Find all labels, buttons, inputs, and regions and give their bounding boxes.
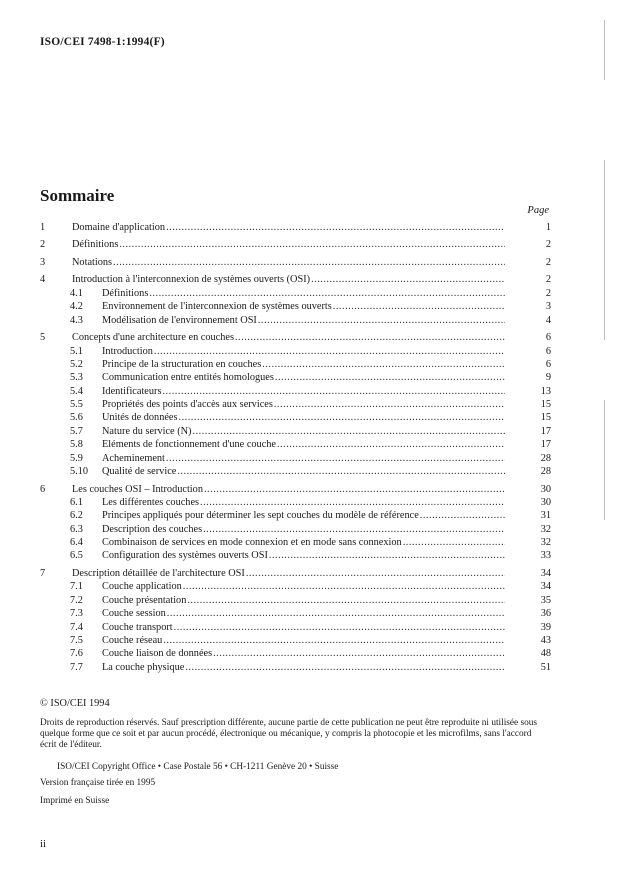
toc-entry (40, 580, 551, 593)
toc-entry-number: 5.5 (70, 399, 83, 411)
toc-entry-page: 15 (540, 412, 551, 424)
toc-entry-page: 28 (540, 452, 551, 464)
toc-entry-number: 5.9 (70, 452, 83, 464)
toc-entry-page: 3 (545, 301, 551, 313)
toc-entry-number: 5.4 (70, 385, 83, 397)
toc-entry-number: 6.3 (70, 523, 83, 535)
page-title: Sommaire (40, 186, 115, 205)
toc-entry-label: Combinaison de services en mode connexion et en mode sans connexion (102, 537, 402, 549)
toc-entry-number: 5.1 (70, 345, 83, 357)
toc-entry-number: 7.7 (70, 661, 83, 673)
dot-leader (258, 314, 505, 327)
toc-entry-page: 6 (545, 332, 551, 344)
toc-entry (40, 314, 551, 327)
toc-entry-label: Couche liaison de données (102, 648, 213, 660)
page-number: ii (40, 838, 47, 850)
version-note: Version française tirée en 1995 (40, 778, 156, 788)
toc-entry-label: Acheminement (102, 452, 165, 464)
toc-entry-label: Définitions (102, 287, 149, 299)
toc-entry-page: 28 (540, 466, 551, 478)
page-column-label: Page (527, 205, 549, 216)
toc-entry-number: 7 (40, 567, 46, 579)
dot-leader (275, 371, 505, 384)
toc-entry-label: Eléments de fonctionnement d'une couche (102, 439, 276, 451)
dot-leader (403, 536, 505, 549)
toc-entry-label: Identificateurs (102, 385, 162, 397)
toc-entry-label: Domaine d'application (72, 222, 166, 233)
toc-entry-number: 6 (40, 483, 46, 495)
toc-entry-number: 5.6 (70, 412, 83, 424)
toc-entry-label: Couche présentation (102, 594, 187, 606)
dot-leader (183, 580, 505, 593)
dot-leader (185, 661, 505, 674)
toc-entry (40, 549, 551, 562)
margin-mark (604, 160, 605, 340)
dot-leader (269, 549, 505, 562)
toc-entry-page: 9 (545, 372, 551, 384)
toc-entry (40, 465, 551, 478)
toc-entry-number: 1 (40, 222, 46, 233)
toc-entry-page: 2 (545, 239, 551, 251)
toc-entry-label: Principe de la structuration en couches (102, 358, 262, 370)
toc-entry-label: Définitions (72, 239, 119, 251)
toc-entry-label: Configuration des systèmes ouverts OSI (102, 550, 268, 562)
dot-leader (174, 621, 505, 634)
toc-entry-number: 7.2 (70, 594, 83, 606)
toc-entry (40, 425, 551, 438)
toc-entry-page: 36 (540, 608, 551, 620)
toc-entry (40, 594, 551, 607)
toc-entry-number: 5.10 (70, 466, 89, 478)
toc-entry (40, 300, 551, 313)
toc-entry-label: Notations (72, 256, 113, 268)
toc-entry-label: Description détaillée de l'architecture OSI (72, 567, 245, 579)
toc-entry-page: 17 (540, 439, 551, 451)
dot-leader (177, 465, 505, 478)
toc-entry-label: Les couches OSI – Introduction (72, 483, 203, 495)
toc-entry-page: 34 (540, 567, 551, 579)
toc-entry-number: 6.5 (70, 550, 83, 562)
dot-leader (204, 483, 505, 496)
toc-entry-label: Description des couches (102, 523, 203, 535)
toc-entry-label: Couche session (102, 608, 166, 620)
toc-entry-label: Unités de données (102, 412, 178, 424)
table-of-contents (40, 221, 551, 674)
toc-entry (40, 536, 551, 549)
toc-entry (40, 411, 551, 424)
toc-entry-number: 4.1 (70, 287, 83, 299)
toc-entry-number: 7.1 (70, 581, 83, 593)
toc-entry-page: 35 (540, 594, 551, 606)
toc-entry (40, 331, 551, 344)
toc-entry-label: Environnement de l'interconnexion de systèmes ouverts (102, 301, 332, 313)
toc-entry-page: 30 (540, 496, 551, 508)
toc-entry-label: Communication entre entités homologues (102, 372, 274, 384)
toc-entry-number: 5.7 (70, 425, 83, 437)
toc-entry-number: 4.3 (70, 314, 83, 326)
toc-entry-label: Introduction à l'interconnexion de systèmes ouverts (OSI) (72, 274, 311, 286)
toc-entry-number: 5 (40, 332, 46, 344)
toc-entry-page: 17 (540, 425, 551, 437)
toc-entry-number: 6.2 (70, 510, 83, 522)
toc-entry-page: 31 (540, 510, 551, 522)
toc-entry-page: 39 (540, 621, 551, 633)
toc-entry-label: Nature du service (N) (102, 425, 192, 437)
toc-entry (40, 358, 551, 371)
toc-entry-label: Concepts d'une architecture en couches (72, 332, 234, 344)
toc-entry-page: 13 (540, 385, 551, 397)
printed-in: Imprimé en Suisse (40, 796, 110, 806)
dot-leader (311, 273, 505, 286)
toc-entry (40, 273, 551, 286)
toc-entry (40, 385, 551, 398)
toc-entry-label: Couche application (102, 581, 182, 593)
dot-leader (203, 523, 505, 536)
dot-leader (200, 496, 505, 509)
toc-entry-number: 2 (40, 239, 46, 251)
toc-entry (40, 483, 551, 496)
toc-entry-page: 32 (540, 523, 551, 535)
toc-entry-number: 7.5 (70, 634, 83, 646)
toc-entry-number: 6.1 (70, 496, 83, 508)
dot-leader (167, 607, 505, 620)
toc-entry-label: Introduction (102, 345, 153, 357)
toc-entry-number: 5.2 (70, 358, 83, 370)
dot-leader (262, 358, 505, 371)
toc-entry-page: 33 (540, 550, 551, 562)
toc-entry-page: 32 (540, 537, 551, 549)
dot-leader (235, 331, 505, 344)
toc-entry (40, 371, 551, 384)
toc-entry-page: 43 (540, 634, 551, 646)
margin-mark (604, 400, 605, 520)
dot-leader (179, 411, 506, 424)
toc-entry-label: Qualité de service (102, 466, 177, 478)
toc-entry-number: 4.2 (70, 301, 83, 313)
toc-entry-number: 7.6 (70, 648, 83, 660)
dot-leader (274, 398, 505, 411)
toc-entry-number: 5.8 (70, 439, 83, 451)
toc-entry (40, 661, 551, 674)
toc-entry (40, 621, 551, 634)
toc-entry-page: 6 (545, 345, 551, 357)
toc-entry-label: Principes appliqués pour déterminer les sept couches du modèle de référence (102, 510, 419, 522)
toc-entry (40, 287, 551, 300)
dot-leader (119, 238, 505, 251)
toc-entry-number: 7.3 (70, 608, 83, 620)
toc-entry-page: 34 (540, 581, 551, 593)
toc-entry-page: 1 (545, 222, 551, 233)
toc-entry-page: 2 (545, 274, 551, 286)
toc-entry (40, 438, 551, 451)
toc-entry-page: 15 (540, 399, 551, 411)
toc-entry-page: 6 (545, 358, 551, 370)
toc-entry-number: 5.3 (70, 372, 83, 384)
dot-leader (192, 425, 505, 438)
margin-mark (604, 20, 605, 80)
toc-entry (40, 345, 551, 358)
toc-entry-number: 3 (40, 256, 46, 268)
toc-entry-number: 7.4 (70, 621, 83, 633)
toc-entry-label: La couche physique (102, 661, 185, 673)
toc-entry (40, 647, 551, 660)
toc-entry (40, 221, 551, 234)
dot-leader (277, 438, 505, 451)
dot-leader (166, 452, 505, 465)
toc-entry (40, 509, 551, 522)
toc-entry-label: Couche transport (102, 621, 173, 633)
dot-leader (246, 567, 505, 580)
toc-entry (40, 452, 551, 465)
toc-entry-page: 51 (540, 661, 551, 673)
toc-entry (40, 256, 551, 269)
toc-entry-page: 2 (545, 256, 551, 268)
toc-entry-number: 4 (40, 274, 46, 286)
dot-leader (420, 509, 505, 522)
dot-leader (149, 287, 505, 300)
copyright-notice: © ISO/CEI 1994 (40, 698, 110, 709)
dot-leader (162, 385, 505, 398)
dot-leader (113, 256, 505, 269)
toc-entry-page: 30 (540, 483, 551, 495)
toc-entry-label: Modélisation de l'environnement OSI (102, 314, 257, 326)
toc-entry-number: 6.4 (70, 537, 83, 549)
toc-entry (40, 634, 551, 647)
toc-entry (40, 567, 551, 580)
toc-entry (40, 496, 551, 509)
toc-entry (40, 523, 551, 536)
copyright-office-address: ISO/CEI Copyright Office • Case Postale 56 • CH-1211 Genève 20 • Suisse (57, 762, 339, 772)
dot-leader (166, 221, 505, 234)
toc-entry (40, 238, 551, 251)
toc-entry-page: 48 (540, 648, 551, 660)
dot-leader (163, 634, 505, 647)
dot-leader (154, 345, 505, 358)
dot-leader (187, 594, 505, 607)
toc-entry-page: 4 (545, 314, 551, 326)
document-reference: ISO/CEI 7498-1:1994(F) (40, 36, 165, 48)
toc-entry-label: Les différentes couches (102, 496, 200, 508)
dot-leader (333, 300, 505, 313)
toc-entry-label: Couche réseau (102, 634, 163, 646)
toc-entry-page: 2 (545, 287, 551, 299)
toc-entry (40, 398, 551, 411)
rights-statement: Droits de reproduction réservés. Sauf prescription différente, aucune partie de cette publication ne peut être reproduite ni utilisée sous quelque forme que ce soit et par aucun procédé, électronique ou mécanique, y compris la photocopie et les microfilms, sans l'accord écrit de l'éditeur. (40, 718, 538, 751)
toc-entry (40, 607, 551, 620)
dot-leader (213, 647, 505, 660)
toc-entry-label: Propriétés des points d'accès aux services (102, 399, 273, 411)
